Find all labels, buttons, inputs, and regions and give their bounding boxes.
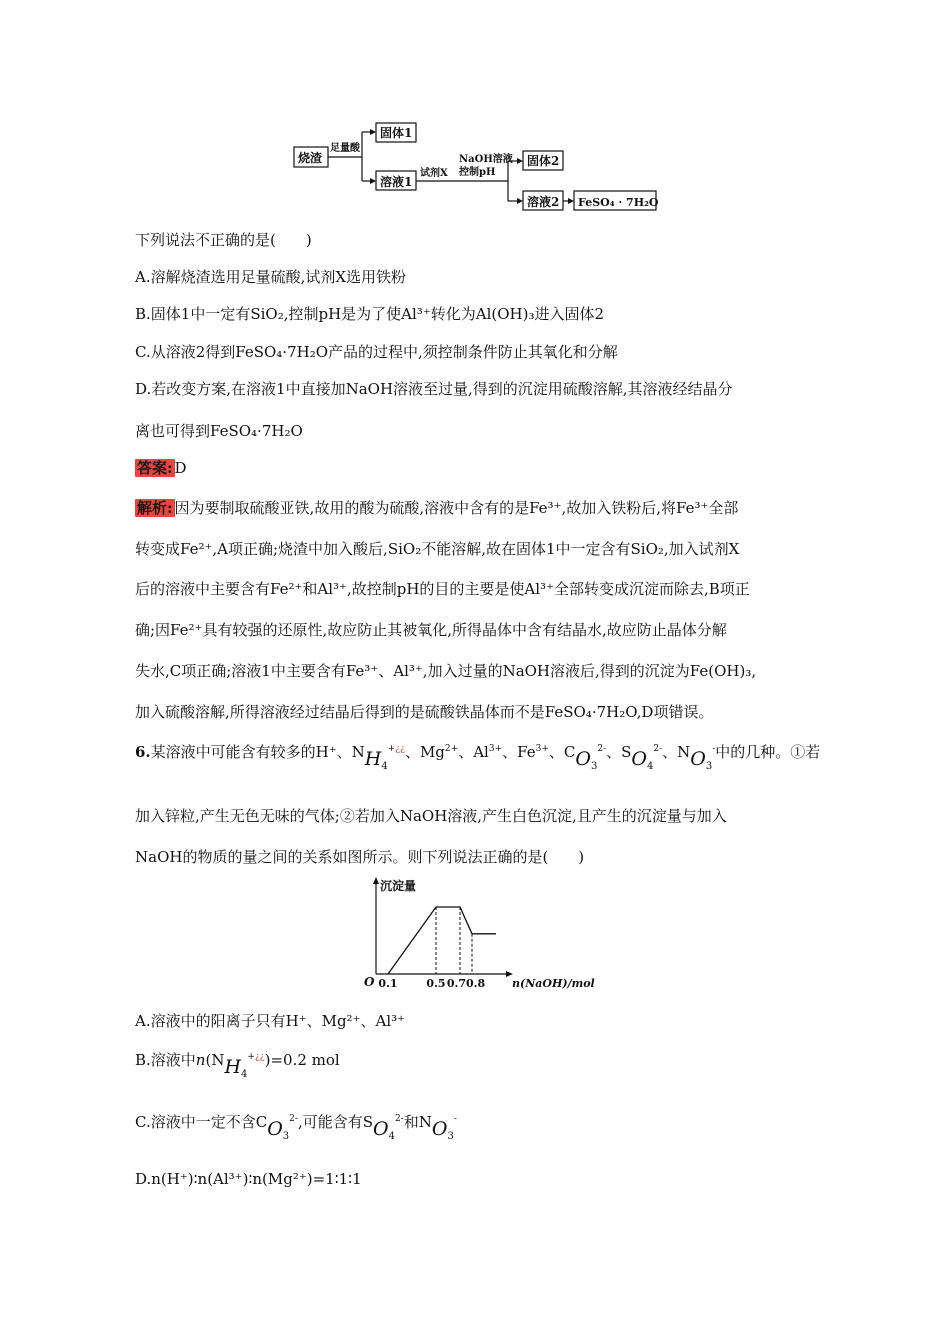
q6-stem-suffix: 中的几种。①若	[715, 743, 821, 761]
node-raw-text: 烧渣	[298, 151, 323, 165]
analysis-label: 解析:	[137, 499, 173, 517]
q6-number: 6.	[135, 743, 151, 761]
q6-option-b-suffix: =0.2 mol	[270, 1051, 340, 1069]
precipitate-series-line	[388, 907, 496, 974]
q6-option-c-prefix: C.溶液中一定不含C	[135, 1113, 268, 1131]
precipitate-chart	[360, 874, 600, 996]
edge-reagent-label: 试剂X	[420, 168, 448, 179]
analysis-text-1: 因为要制取硫酸亚铁,故用的酸为硫酸,溶液中含有的是Fe³⁺,故加入铁粉后,将Fe³⁺全部	[174, 499, 739, 517]
node-solid2-text: 固体2	[527, 154, 560, 168]
answer-label: 答案:	[137, 459, 173, 477]
node-solid1-text: 固体1	[380, 126, 413, 140]
q6-stem-line3: NaOH的物质的量之间的关系如图所示。则下列说法正确的是( )	[135, 848, 585, 866]
q6-option-c-mid: ,可能含有S	[297, 1113, 373, 1131]
node-solution1-text: 溶液1	[380, 175, 413, 189]
q6-option-c-mid2: 和N	[403, 1113, 432, 1131]
answer-value: D	[174, 459, 187, 477]
analysis-line-5: 失水,C项正确;溶液1中主要含有Fe³⁺、Al³⁺,加入过量的NaOH溶液后,得到的沉淀为Fe(OH)₃,	[135, 662, 757, 680]
q6-option-d: D.n(H⁺)∶n(Al³⁺)∶n(Mg²⁺)=1∶1∶1	[135, 1170, 362, 1188]
analysis-line-4: 确;因Fe²⁺具有较强的还原性,故应防止其被氧化,所得晶体中含有结晶水,故应防止晶体分解	[135, 621, 727, 639]
q6-stem-line1: 6.某溶液中可能含有较多的H⁺、$NH_4^{+¿¿}$、$Mg^{2+}$、$Al^{3+}$、$Fe^{3+}$、$CO_3^{2-}$、$SO_4^{2-}$、$NO_3^-$中的几种。①若	[135, 743, 821, 772]
q6-option-b: B.溶液中$n(NH_4^{+¿¿})=0.2$ mol	[135, 1051, 340, 1080]
q6-stem-prefix: 某溶液中可能含有较多的H⁺、N	[150, 743, 365, 761]
q5-option-a: A.溶解烧渣选用足量硫酸,试剂X选用铁粉	[135, 268, 407, 286]
q5-option-d-line2: 离也可得到FeSO₄·7H₂O	[135, 422, 303, 440]
node-solution2-text: 溶液2	[527, 195, 560, 209]
edge-naoh-label-1: NaOH溶液	[459, 154, 513, 165]
node-product-text: FeSO₄ · 7H₂O	[578, 196, 659, 209]
y-axis-arrow	[373, 877, 379, 884]
process-flowchart	[290, 118, 660, 218]
y-axis-label: 沉淀量	[380, 879, 417, 893]
edge-acid-label: 足量酸	[330, 143, 360, 154]
origin-label: O	[364, 975, 375, 989]
q5-option-b: B.固体1中一定有SiO₂,控制pH是为了使Al³⁺转化为Al(OH)₃进入固体2	[135, 305, 605, 323]
q6-option-c: C.溶液中一定不含$CO_3^{2-}$,可能含有$SO_4^{2-}$和$NO_3^-$	[135, 1113, 457, 1142]
edge-naoh-label-2: 控制pH	[459, 167, 496, 178]
q5-option-c: C.从溶液2得到FeSO₄·7H₂O产品的过程中,须控制条件防止其氧化和分解	[135, 343, 618, 361]
x-tick-label: 0.70.8	[446, 977, 486, 990]
q6-option-b-prefix: B.溶液中	[135, 1051, 196, 1069]
analysis-line-3: 后的溶液中主要含有Fe²⁺和Al³⁺,故控制pH的目的主要是使Al³⁺全部转变成沉淀而除去,B项正	[135, 580, 750, 598]
q5-stem: 下列说法不正确的是( )	[135, 231, 312, 249]
q5-option-d-line1: D.若改变方案,在溶液1中直接加NaOH溶液至过量,得到的沉淀用硫酸溶解,其溶液经结晶分	[135, 380, 733, 398]
q6-option-a: A.溶液中的阳离子只有H⁺、Mg²⁺、Al³⁺	[135, 1012, 406, 1030]
analysis-line-2: 转变成Fe²⁺,A项正确;烧渣中加入酸后,SiO₂不能溶解,故在固体1中一定含有SiO₂,加入试剂X	[135, 540, 740, 558]
analysis-line-1	[135, 497, 738, 518]
answer-row	[135, 457, 187, 478]
x-tick-label: 0.5	[426, 977, 446, 990]
x-tick-label: 0.1	[378, 977, 398, 990]
x-axis-label: n(NaOH)/mol	[512, 977, 595, 990]
q6-stem-line2: 加入锌粒,产生无色无味的气体;②若加入NaOH溶液,产生白色沉淀,且产生的沉淀量与加入	[135, 807, 727, 825]
analysis-line-6: 加入硫酸溶解,所得溶液经过结晶后得到的是硫酸铁晶体而不是FeSO₄·7H₂O,D项错误。	[135, 703, 714, 721]
